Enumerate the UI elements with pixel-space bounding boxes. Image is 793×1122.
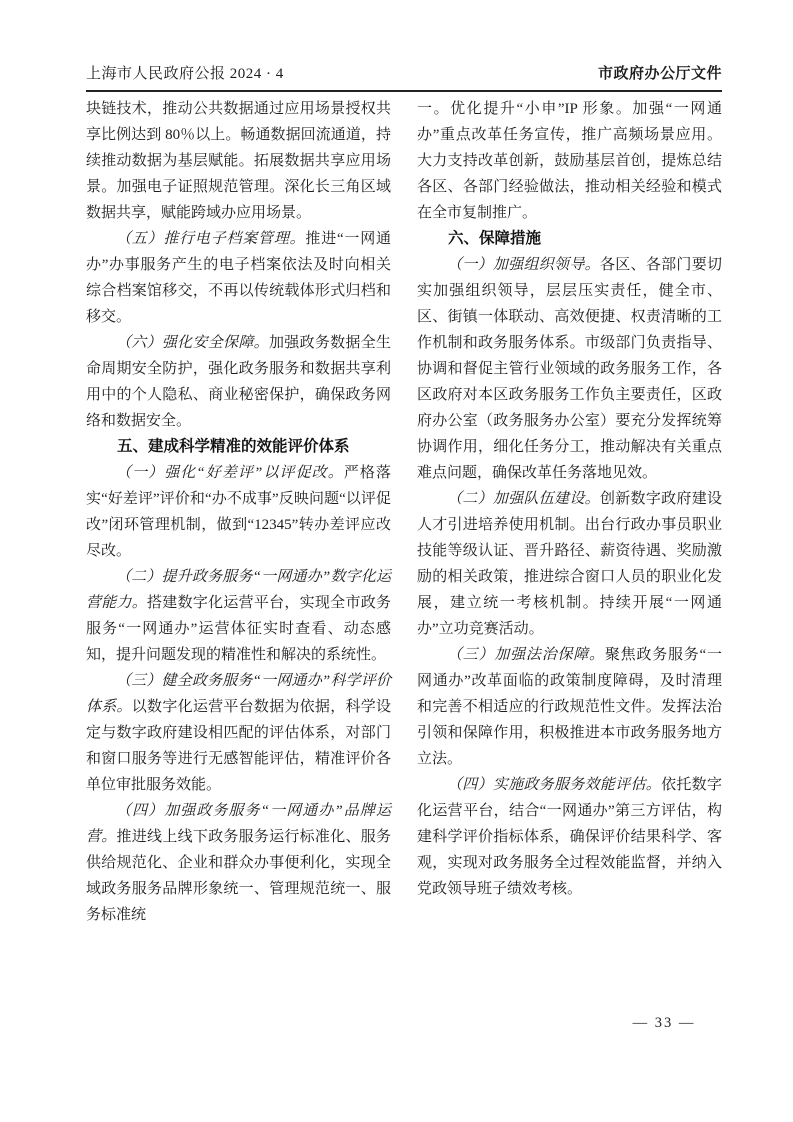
paragraph-lead: （二）加强队伍建设。 [447,491,600,507]
paragraph-lead: （二）提升政务服务“一网通办”数字化运营能力。 [86,569,391,611]
left-column [86,96,391,928]
section-heading-6: 六、保障措施 [448,230,542,247]
paragraph-text: 推进“一网通办”办事服务产生的电子档案依法及时向相关综合档案馆移交，不再以传统载体形式归档和移交。 [86,231,391,325]
right-column [417,96,722,928]
header-section-label: 市政府办公厅文件 [597,66,722,82]
paragraph-text: 各区、各部门要切实加强组织领导，层层压实责任，健全市、区、街镇一体联动、高效便捷、权责清晰的工作机制和政务服务体系。市级部门负责指导、协调和督促主管行业领域的政务服务工作，各区政府对本区政务服务工作负主要责任，区政府办公室（政务服务办公室）要充分发挥统筹协调作用，细化任务分工，推动解决有关重点难点问题，确保改革任务落地见效。 [417,257,722,481]
paragraph-text: 推进线上线下政务服务运行标准化、服务供给规范化、企业和群众办事便利化，实现全域政务服务品牌形象统一、管理规范统一、服务标准统 [86,829,391,923]
paragraph-item-6 [86,330,391,434]
paragraph-lead: （四）实施政务服务效能评估。 [447,777,662,793]
paragraph-text: 依托数字化运营平台，结合“一网通办”第三方评估，构建科学评价指标体系，确保评价结果科学、客观，实现对政务服务全过程效能监督，并纳入党政领导班子绩效考核。 [417,777,722,897]
section-heading-5: 五、建成科学精准的效能评价体系 [117,438,350,455]
document-body [86,96,722,928]
paragraph-text: 加强政务数据全生命周期安全防护，强化政务服务和数据共享利用中的个人隐私、商业秘密保护，确保政务网络和数据安全。 [86,335,391,429]
paragraph-text: 创新数字政府建设人才引进培养使用机制。出台行政办事员职业技能等级认证、晋升路径、薪资待遇、奖励激励的相关政策，推进综合窗口人员的职业化发展，建立统一考核机制。持续开展“一网通办”立功竞赛活动。 [417,491,722,637]
page-header [86,62,722,83]
paragraph-item-2 [417,486,722,642]
paragraph-item-3 [86,668,391,798]
paragraph-text: 聚焦政务服务“一网通办”改革面临的政策制度障碍，及时清理和完善不相适应的行政规范性文件。发挥法治引领和保障作用，积极推进本市政务服务地方立法。 [417,647,722,767]
paragraph-text: 搭建数字化运营平台，实现全市政务服务“一网通办”运营体征实时查看、动态感知，提升问题发现的精准性和解决的系统性。 [86,595,391,663]
paragraph-lead: （四）加强政务服务“一网通办”品牌运营。 [86,803,391,845]
paragraph-item-4 [86,798,391,928]
paragraph-lead: （六）强化安全保障。 [116,335,269,351]
paragraph-item-1 [86,460,391,564]
paragraph-item-1 [417,252,722,486]
header-rule [86,90,722,92]
paragraph-lead: （一）加强组织领导。 [447,257,600,273]
page-footer [628,1015,700,1032]
paragraph-item-4 [417,772,722,902]
paragraph-lead: （五）推行电子档案管理。 [116,231,306,247]
paragraph-text: 一。优化提升“小申”IP 形象。加强“一网通办”重点改革任务宣传，推广高频场景应用。大力支持改革创新，鼓励基层首创，提炼总结各区、各部门经验做法，推动相关经验和模式在全市复制推广。 [417,101,722,221]
paragraph-text: 以数字化运营平台数据为依据，科学设定与数字政府建设相匹配的评估体系，对部门和窗口服务等进行无感智能评估，精准评价各单位审批服务效能。 [86,699,391,793]
paragraph-text: 严格落实“好差评”评价和“办不成事”反映问题“以评促改”闭环管理机制，做到“12345”转办差评应改尽改。 [86,465,391,559]
paragraph-lead: （一）强化“好差评”以评促改。 [116,465,344,481]
gazette-title: 上海市人民政府公报 2024 · 4 [86,66,284,82]
paragraph-lead: （三）加强法治保障。 [447,647,605,663]
paragraph-item-2 [86,564,391,668]
paragraph-lead: （三）健全政务服务“一网通办”科学评价体系。 [86,673,391,715]
paragraph-continuation [86,96,391,226]
paragraph-text: 块链技术，推动公共数据通过应用场景授权共享比例达到 80％以上。畅通数据回流通道，持续推动数据为基层赋能。拓展数据共享应用场景。加强电子证照规范管理。深化长三角区域数据共享，赋能跨域办应用场景。 [86,101,391,221]
paragraph-continuation [417,96,722,226]
paragraph-item-3 [417,642,722,772]
paragraph-item-5 [86,226,391,330]
page-number: — 33 — [632,1015,696,1031]
